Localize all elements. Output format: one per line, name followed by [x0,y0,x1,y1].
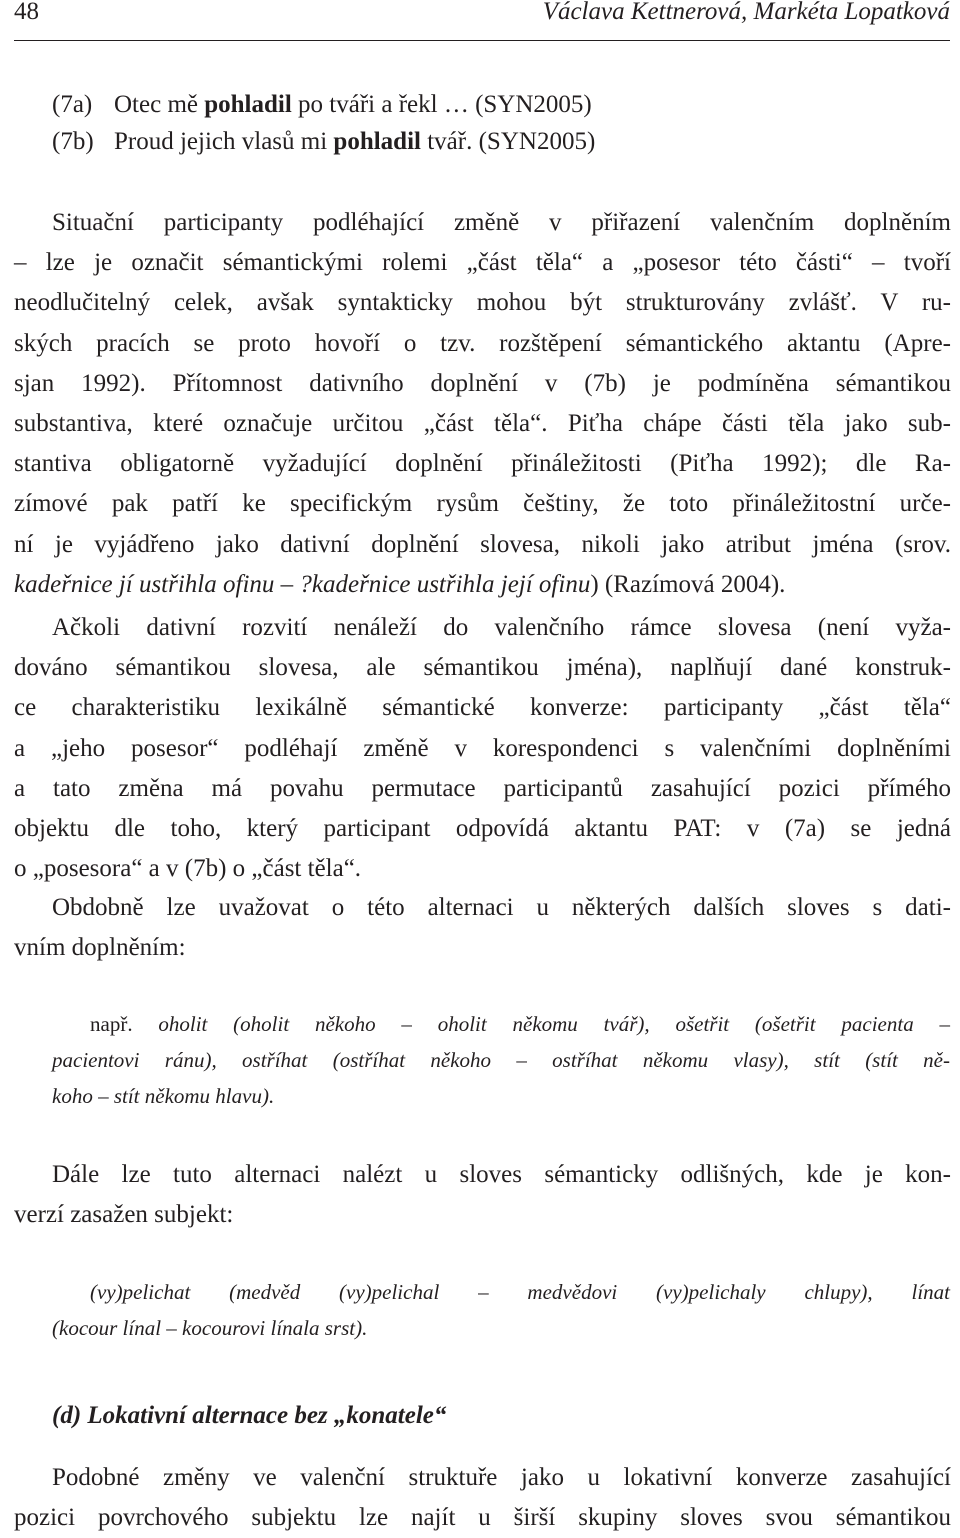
italic-example: (kocour línal – kocourovi línala srst). [52,1316,368,1340]
text-line [52,1078,950,1114]
italic-example: kadeřnice jí ustřihla ofinu – ?kadeřnice ustřihla její ofinu [14,570,591,598]
example-text-pre: Proud jejich vlasů mi [114,128,334,155]
text-line: pozici povrchového subjektu lze najít u širší skupiny sloves svou sémantikou [14,1504,951,1532]
text-line: Dále lze tuto alternaci nalézt u sloves sémanticky odlišných, kde je kon- [52,1161,951,1188]
paragraph-locative-changes [14,1458,951,1538]
paragraph-situational-participants [14,203,951,605]
text-line: a tato změna má povahu permutace participantů zasahující pozici přímého [14,774,951,802]
text-line: Situační participanty podléhající změně v přiřazení valenčním doplněním [52,209,951,236]
text-line: ní je vyjádřeno jako dativní doplnění slovesa, nikoli jako atribut jména (srov. [14,530,951,558]
example-7b [52,123,595,160]
text-line: verzí zasažen subjekt: [14,1201,234,1229]
text-line: vním doplněním: [14,934,186,962]
paragraph-subject-alternation [14,1155,951,1235]
running-head: Václava Kettnerová, Markéta Lopatková [542,0,950,25]
text-line: – lze je označit sémantickými rolemi „část těla“ a „posesor této části“ – tvoří [14,249,951,277]
text-line: o „posesora“ a v (7b) o „část těla“. [14,855,362,883]
text-line: substantiva, které označuje určitou „část těla“. Piťha chápe části těla jako sub- [14,410,951,438]
example-prefix: např. [90,1012,159,1036]
text-line: objektu dle toho, který participant odpovídá aktantu PAT: v (7a) se jedná [14,815,951,843]
section-heading: (d) Lokativní alternace bez „konatele“ [52,1402,447,1429]
italic-example: pacientovi ránu), ostříhat (ostříhat někoho – ostříhat někomu vlasy), stít (stít ně- [52,1048,950,1072]
text-line [52,1274,950,1310]
text-line: Obdobně lze uvažovat o této alternaci u některých dalších sloves s dati- [52,894,951,921]
text-line [52,1310,950,1346]
text-line: a „jeho posesor“ podléhají změně v korespondenci s valenčními doplněními [14,734,951,762]
text-line: Ačkoli dativní rozvití nenáleží do valenčního rámce slovesa (není vyža- [52,614,951,641]
text-line: Podobné změny ve valenční struktuře jako u lokativní konverze zasahující [52,1464,951,1491]
text-line [14,565,951,605]
paragraph-analogous-alternation [14,888,951,968]
page-number: 48 [14,0,39,25]
example-text-post: po tváři a řekl … (SYN2005) [291,91,592,118]
italic-example: koho – stít někomu hlavu). [52,1084,275,1108]
text-line: ských pracích se proto hovoří o tzv. rozštěpení sémantického aktantu (Apre- [14,329,951,357]
citation: ) (Razímová 2004). [590,570,786,598]
example-text-pre: Otec mě [114,91,205,118]
text-line: neodlučitelný celek, avšak syntakticky mohou být strukturovány zvlášť. V ru- [14,289,951,317]
example-list-dative-verbs [52,1006,950,1114]
text-line: sjan 1992). Přítomnost dativního doplnění v (7b) je podmíněna sémantikou [14,369,951,397]
text-line [52,1006,950,1042]
page-header [14,0,950,44]
header-rule [14,40,950,41]
example-verb: pohladil [333,128,421,155]
example-verb: pohladil [204,91,292,118]
text-line: ce charakteristiku lexikálně sémantické konverze: participanty „část těla“ [14,694,951,722]
text-line: stantiva obligatorně vyžadující doplnění přináležitosti (Piťha 1992); dle Ra- [14,450,951,478]
paragraph-dative-expansion [14,608,951,889]
text-line [52,1042,950,1078]
italic-example: oholit (oholit někoho – oholit někomu tvář), ošetřit (ošetřit pacienta – [158,1012,950,1036]
text-line: dováno sémantikou slovesa, ale sémantikou jména), naplňují dané konstruk- [14,654,951,682]
italic-example: (vy)pelichat (medvěd (vy)pelichal – medvědovi (vy)pelichaly chlupy), línat [90,1280,950,1304]
example-label: (7a) [52,91,93,118]
example-label: (7b) [52,128,94,155]
example-text-post: tvář. (SYN2005) [420,128,596,155]
example-7a [52,86,592,123]
example-list-subject-verbs [52,1274,950,1346]
text-line: zímové pak patří ke specifickým rysům češtiny, že toto přináležitostní urče- [14,490,951,518]
